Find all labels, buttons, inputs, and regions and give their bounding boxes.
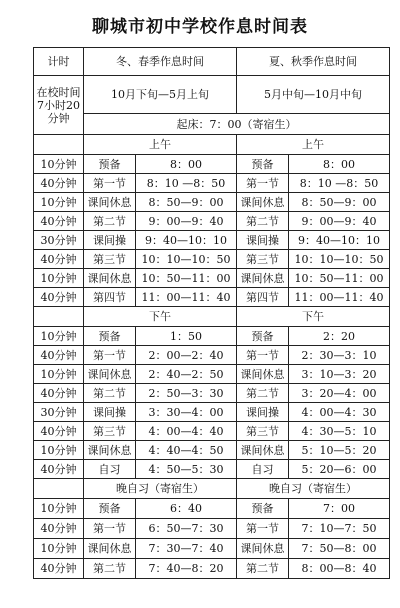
duration-cell: 40分钟 xyxy=(34,519,84,539)
summer-period-label: 预备 xyxy=(237,327,289,346)
section-row xyxy=(34,479,390,499)
summer-period-label: 课间操 xyxy=(237,403,289,422)
winter-period-time: 8：10 —8：50 xyxy=(136,174,237,193)
winter-period-label: 课间操 xyxy=(84,231,136,250)
winter-period-label: 第一节 xyxy=(84,519,136,539)
summer-period-time: 4：00—4：30 xyxy=(289,403,390,422)
duration-cell: 40分钟 xyxy=(34,288,84,307)
schedule-row xyxy=(34,499,390,519)
summer-period-label: 第四节 xyxy=(237,288,289,307)
duration-cell: 10分钟 xyxy=(34,327,84,346)
schedule-row xyxy=(34,155,390,174)
header-jishi: 计时 xyxy=(34,48,84,76)
duration-cell: 40分钟 xyxy=(34,384,84,403)
winter-period-time: 11：00—11：40 xyxy=(136,288,237,307)
summer-period-time: 4：30—5：10 xyxy=(289,422,390,441)
school-time-row xyxy=(34,76,390,114)
summer-period-label: 预备 xyxy=(237,499,289,519)
schedule-row xyxy=(34,174,390,193)
duration-cell: 10分钟 xyxy=(34,441,84,460)
schedule-row xyxy=(34,365,390,384)
summer-period-label: 第一节 xyxy=(237,519,289,539)
duration-cell: 10分钟 xyxy=(34,193,84,212)
schedule-row xyxy=(34,441,390,460)
winter-period-label: 第四节 xyxy=(84,288,136,307)
header-row xyxy=(34,48,390,76)
winter-period-label: 课间操 xyxy=(84,403,136,422)
duration-cell: 40分钟 xyxy=(34,174,84,193)
summer-period-label: 课间休息 xyxy=(237,365,289,384)
summer-period-time: 2：30—3：10 xyxy=(289,346,390,365)
duration-cell: 30分钟 xyxy=(34,231,84,250)
winter-period-time: 8：00 xyxy=(136,155,237,174)
duration-cell: 40分钟 xyxy=(34,250,84,269)
winter-period-time: 2：50—3：30 xyxy=(136,384,237,403)
winter-period-time: 4：00—4：40 xyxy=(136,422,237,441)
winter-period-label: 第一节 xyxy=(84,174,136,193)
schedule-row xyxy=(34,212,390,231)
winter-period-time: 1：50 xyxy=(136,327,237,346)
schedule-row xyxy=(34,346,390,365)
schedule-row xyxy=(34,403,390,422)
winter-period-time: 3：30—4：00 xyxy=(136,403,237,422)
summer-period-time: 5：10—5：20 xyxy=(289,441,390,460)
duration-cell: 10分钟 xyxy=(34,539,84,559)
winter-range: 10月下旬—5月上旬 xyxy=(84,76,237,114)
duration-cell: 40分钟 xyxy=(34,346,84,365)
schedule-row xyxy=(34,193,390,212)
winter-period-time: 4：40—4：50 xyxy=(136,441,237,460)
duration-cell: 40分钟 xyxy=(34,422,84,441)
summer-period-label: 第三节 xyxy=(237,250,289,269)
duration-cell: 30分钟 xyxy=(34,403,84,422)
winter-period-label: 课间休息 xyxy=(84,193,136,212)
winter-period-time: 2：00—2：40 xyxy=(136,346,237,365)
schedule-row xyxy=(34,460,390,479)
section-label-summer: 晚自习（寄宿生） xyxy=(237,479,390,499)
schedule-row xyxy=(34,288,390,307)
header-winter-spring: 冬、春季作息时间 xyxy=(84,48,237,76)
summer-period-label: 课间操 xyxy=(237,231,289,250)
wakeup-time: 起床：7：00（寄宿生） xyxy=(84,114,390,135)
winter-period-time: 10：10—10：50 xyxy=(136,250,237,269)
summer-period-time: 8：00 xyxy=(289,155,390,174)
summer-period-time: 11：00—11：40 xyxy=(289,288,390,307)
summer-period-label: 第二节 xyxy=(237,384,289,403)
section-label-summer: 下午 xyxy=(237,307,390,327)
schedule-row xyxy=(34,384,390,403)
section-row xyxy=(34,135,390,155)
summer-period-label: 课间休息 xyxy=(237,193,289,212)
summer-period-label: 课间休息 xyxy=(237,539,289,559)
section-label-summer: 上午 xyxy=(237,135,390,155)
section-blank xyxy=(34,135,84,155)
summer-period-time: 7：10—7：50 xyxy=(289,519,390,539)
winter-period-time: 6：40 xyxy=(136,499,237,519)
winter-period-time: 9：00—9：40 xyxy=(136,212,237,231)
duration-cell: 40分钟 xyxy=(34,212,84,231)
section-blank xyxy=(34,307,84,327)
school-time-label: 在校时间7小时20分钟 xyxy=(34,76,84,135)
schedule-row xyxy=(34,422,390,441)
winter-period-time: 2：40—2：50 xyxy=(136,365,237,384)
summer-period-label: 自习 xyxy=(237,460,289,479)
winter-period-label: 第二节 xyxy=(84,384,136,403)
duration-cell: 40分钟 xyxy=(34,559,84,579)
page-title: 聊城市初中学校作息时间表 xyxy=(92,17,308,37)
summer-range: 5月中旬—10月中旬 xyxy=(237,76,390,114)
winter-period-label: 自习 xyxy=(84,460,136,479)
summer-period-time: 8：50—9：00 xyxy=(289,193,390,212)
summer-period-time: 3：10—3：20 xyxy=(289,365,390,384)
schedule-row xyxy=(34,539,390,559)
header-summer-autumn: 夏、秋季作息时间 xyxy=(237,48,390,76)
winter-period-time: 7：40—8：20 xyxy=(136,559,237,579)
winter-period-label: 课间休息 xyxy=(84,269,136,288)
winter-period-label: 课间休息 xyxy=(84,441,136,460)
duration-cell: 10分钟 xyxy=(34,365,84,384)
schedule-row xyxy=(34,519,390,539)
duration-cell: 40分钟 xyxy=(34,460,84,479)
winter-period-time: 6：50—7：30 xyxy=(136,519,237,539)
summer-period-time: 9：40—10：10 xyxy=(289,231,390,250)
section-label-winter: 晚自习（寄宿生） xyxy=(84,479,237,499)
winter-period-label: 课间休息 xyxy=(84,365,136,384)
summer-period-time: 8：10 —8：50 xyxy=(289,174,390,193)
summer-period-label: 预备 xyxy=(237,155,289,174)
section-label-winter: 下午 xyxy=(84,307,237,327)
duration-cell: 10分钟 xyxy=(34,155,84,174)
summer-period-time: 5：20—6：00 xyxy=(289,460,390,479)
summer-period-label: 第二节 xyxy=(237,212,289,231)
winter-period-time: 8：50—9：00 xyxy=(136,193,237,212)
winter-period-label: 第三节 xyxy=(84,422,136,441)
summer-period-label: 第三节 xyxy=(237,422,289,441)
schedule-row xyxy=(34,231,390,250)
section-row xyxy=(34,307,390,327)
summer-period-label: 第二节 xyxy=(237,559,289,579)
wakeup-row xyxy=(34,114,390,135)
schedule-row xyxy=(34,269,390,288)
summer-period-label: 第一节 xyxy=(237,174,289,193)
schedule-row xyxy=(34,250,390,269)
winter-period-label: 第二节 xyxy=(84,212,136,231)
duration-cell: 10分钟 xyxy=(34,269,84,288)
summer-period-time: 7：00 xyxy=(289,499,390,519)
winter-period-label: 预备 xyxy=(84,327,136,346)
winter-period-time: 4：50—5：30 xyxy=(136,460,237,479)
winter-period-label: 课间休息 xyxy=(84,539,136,559)
winter-period-label: 第一节 xyxy=(84,346,136,365)
summer-period-label: 课间休息 xyxy=(237,269,289,288)
summer-period-time: 8：00—8：40 xyxy=(289,559,390,579)
winter-period-label: 第二节 xyxy=(84,559,136,579)
section-label-winter: 上午 xyxy=(84,135,237,155)
schedule-row xyxy=(34,327,390,346)
winter-period-time: 7：30—7：40 xyxy=(136,539,237,559)
summer-period-time: 10：50—11：00 xyxy=(289,269,390,288)
summer-period-time: 10：10—10：50 xyxy=(289,250,390,269)
summer-period-time: 9：00—9：40 xyxy=(289,212,390,231)
summer-period-time: 7：50—8：00 xyxy=(289,539,390,559)
summer-period-label: 课间休息 xyxy=(237,441,289,460)
summer-period-time: 2：20 xyxy=(289,327,390,346)
winter-period-label: 预备 xyxy=(84,155,136,174)
summer-period-time: 3：20—4：00 xyxy=(289,384,390,403)
schedule-table xyxy=(33,47,390,579)
summer-period-label: 第一节 xyxy=(237,346,289,365)
winter-period-label: 预备 xyxy=(84,499,136,519)
winter-period-time: 9：40—10：10 xyxy=(136,231,237,250)
duration-cell: 10分钟 xyxy=(34,499,84,519)
winter-period-time: 10：50—11：00 xyxy=(136,269,237,288)
schedule-row xyxy=(34,559,390,579)
section-blank xyxy=(34,479,84,499)
winter-period-label: 第三节 xyxy=(84,250,136,269)
